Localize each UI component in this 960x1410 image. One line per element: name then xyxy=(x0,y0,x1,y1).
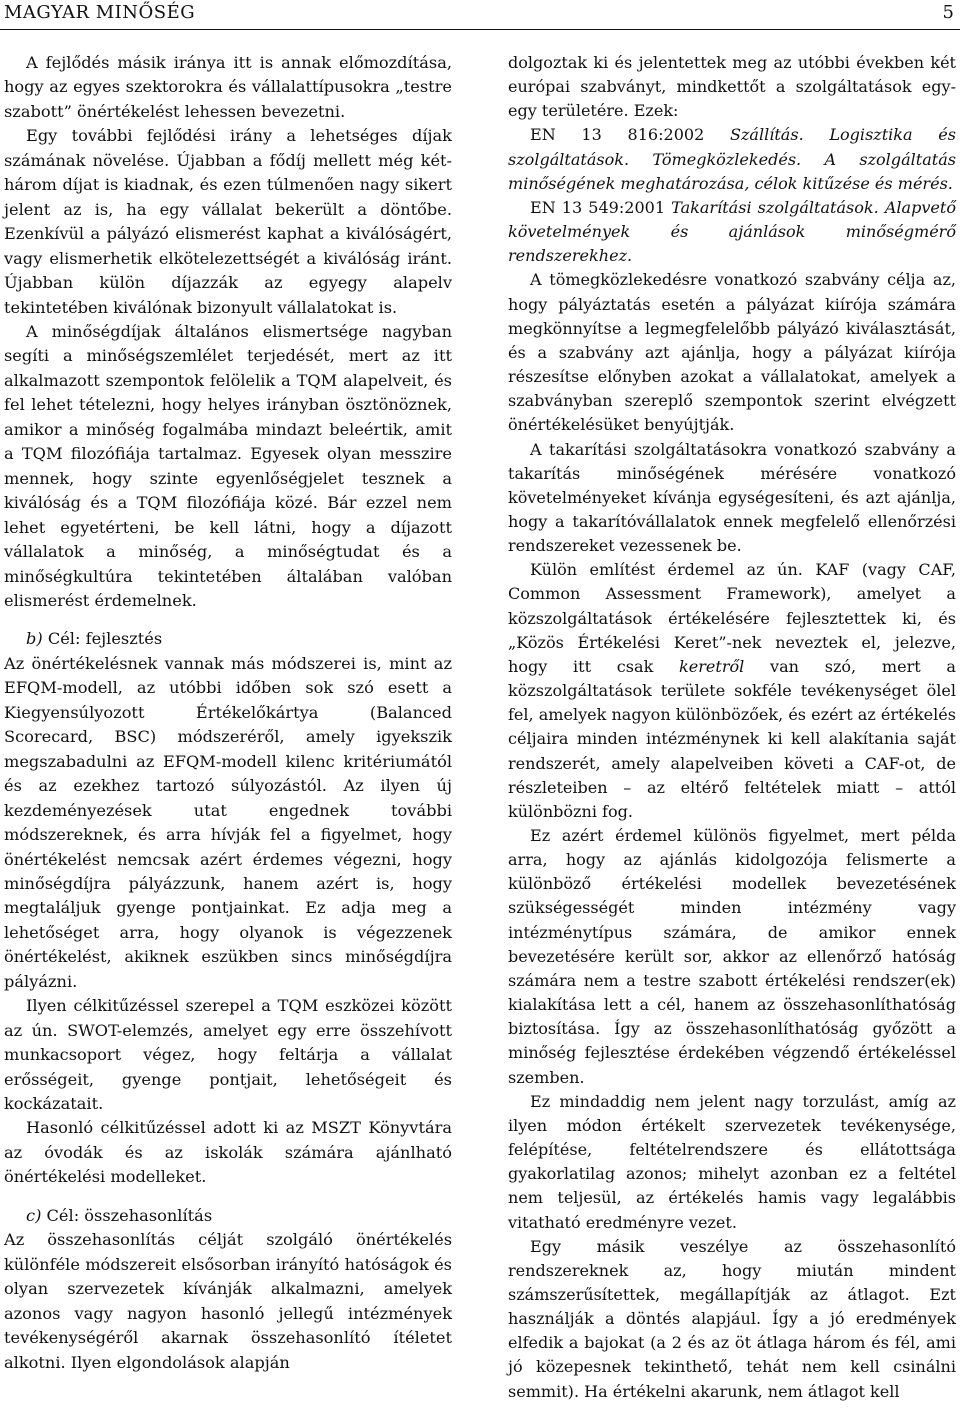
paragraph: Ez azért érdemel különös figyelmet, mert példa arra, hogy az ajánlás kidolgozója felismerte a különböző értékelési modellek bevezetésének szükségességét minden intézmény vagy intézménytípus számára, de amikor ennek bevezetésére került sor, akkor az ellenőrző hatóság számára nem a testre szabott értékelési rendszer(ek) kialakítása lett a cél, hanem az összehasonlíthatóság biztosítása. Így az összehasonlíthatóság győzött a minőség fejlesztése érdekében végzendő értékeléssel szemben. xyxy=(508,826,956,1087)
text-run: Külön említést érdemel az ún. KAF (vagy CAF, Common Assessment Framework), amelyet a közszolgáltatások értékelésére fejlesztettek ki, és „Közös Értékelési Keret”-nek neveztek el, jelezve, hogy itt csak xyxy=(508,560,956,676)
header-rule xyxy=(0,29,960,30)
paragraph: A fejlődés másik iránya itt is annak előmozdítása, hogy az egyes szektorokra és vállalattípusokra „testre szabott” önértékelést lehessen bevezetni. xyxy=(4,53,452,121)
paragraph: Az összehasonlítás célját szolgáló önértékelés különféle módszereit elsősorban irányító hatóságok és olyan szervezetek kívánják alkalmazni, amelyek azonos vagy nagyon hasonló jellegű intézmények tevékenységéről akarnak összehasonlító ítéletet alkotni. Ilyen elgondolások alapján xyxy=(4,1230,452,1372)
text-run: van szó, mert a közszolgáltatások területe sokféle tevékenységet ölel fel, amelyek nagyon különbözőek, és ezért az értékelés céljaira minden intézménynek ki kell alakítania saját rendszerét, amely alapelveiben követi a CAF-ot, de részleteiben – az eltérő feltételek miatt – attól különbözni fog. xyxy=(508,656,956,821)
section-label: c) xyxy=(26,1205,42,1225)
paragraph: A tömegközlekedésre vonatkozó szabvány célja az, hogy pályáztatás esetén a pályázat kiírója számára megkönnyítse a legmegfelelőbb pályázó kiválasztását, és a szabvány azt ajánlja, hogy a pályázat kiírója részesítse előnyben azokat a vállalatokat, amelyek a szabványban szereplő szempontok szerint elvégzett önértékelésüket benyújtják. xyxy=(508,270,956,435)
paragraph: Egy további fejlődési irány a lehetséges díjak számának növelése. Újabban a fődíj mellett még két-három díjat is kiadnak, és ezen túlmenően nagy sikert jelent az is, ha egy vállalat bekerült a döntőbe. Ezenkívül a pályázó elismerést kaphat a kiválóságért, vagy elismerhetik elkötelezettségét a kiválóság iránt. Újabban külön díjazzák az egyegy alapelv tekintetében kiválónak bizonyult vállalatokat is. xyxy=(4,126,452,317)
paragraph: Egy másik veszélye az összehasonlító rendszereknek az, hogy miután mindent számszerűsítettek, megállapítják az átlagot. Ezt használják a döntés alapjául. Így a jó eredmények elfedik a bajokat (a 2 és az öt átlaga három és fél, ami jó közepesnek tekinthető, tehát nem kell csinálni semmit). Ha értékelni akarunk, nem átlagot kell xyxy=(508,1236,956,1401)
emphasis: keretről xyxy=(679,656,745,676)
section-heading-text: Cél: összehasonlítás xyxy=(46,1205,213,1225)
standard-reference xyxy=(508,123,956,195)
standard-code: EN 13 549:2001 xyxy=(530,197,666,217)
page-number: 5 xyxy=(942,2,954,23)
paragraph: Ez mindaddig nem jelent nagy torzulást, amíg az ilyen módon értékelt szervezetek tevékenysége, felépítése, feltételrendszere és ellátottsága gyakorlatilag azonos; mihelyt azonban ez a feltétel nem teljesül, az értékelés hamis vagy legalábbis vitatható eredményre vezet. xyxy=(508,1091,956,1232)
paragraph: A minőségdíjak általános elismertsége nagyban segíti a minőségszemlélet terjedését, mert az itt alkalmazott szempontok felölelik a TQM alapelveit, és fel lehet tételezni, hogy helyes irányban ösztönöznek, amikor a minőség fogalmába mindazt beleértik, amit a TQM filozófiája tartalmaz. Egyesek olyan messzire mennek, hogy szinte egyenlőségjelet tesznek a kiválóság és a TQM filozófiája közé. Bár ezzel nem lehet egyetérteni, be kell látni, hogy a díjazott vállalatok a minőség, a minőségtudat és a minőségkultúra tekintetében általában valóban elismerést érdemelnek. xyxy=(4,321,452,610)
standard-title: Takarítási szolgáltatások. Alapvető követelmények és ajánlások minőségmérő rendszerekhez. xyxy=(508,197,956,266)
standard-code: EN 13 816:2002 xyxy=(530,125,705,145)
paragraph: Ilyen célkitűzéssel szerepel a TQM eszközei között az ún. SWOT-elemzés, amelyet egy erre összehívott munkacsoport végez, hogy feltárja a vállalat erősségeit, gyenge pontjait, lehetőségeit és kockázatait. xyxy=(4,996,452,1114)
standard-reference xyxy=(508,196,956,268)
left-column xyxy=(4,51,452,1375)
section-heading-text: Cél: fejlesztés xyxy=(47,629,163,649)
paragraph: A takarítási szolgáltatásokra vonatkozó szabvány a takarítás minőségének mérésére vonatkozó követelményeket kívánja egységesíteni, és azt ajánlja, hogy a takarítóvállalatok ennek megfelelő ellenőrzési rendszereket vezessenek be. xyxy=(508,439,956,556)
section-heading-b xyxy=(4,627,452,651)
journal-title: MAGYAR MINŐSÉG xyxy=(4,2,196,23)
section-label: b) xyxy=(26,629,43,649)
section-heading-c xyxy=(4,1204,452,1228)
right-column xyxy=(508,51,956,1404)
paragraph: Az önértékelésnek vannak más módszerei is, mint az EFQM-modell, az utóbbi időben sok szó esett a Kiegyensúlyozott Értékelőkártya (Balanced Scorecard, BSC) módszeréről, amely igyekszik megszabadulni az EFQM-modell kilenc kritériumától és az ezekhez tartozó súlyozástól. Az ilyen új kezdeményezések utat engednek további módszereknek, és arra hívják fel a figyelmet, hogy önértékelést nemcsak azért érdemes végezni, hogy minőségdíjra pályázzunk, hanem azért is, hogy megtaláljuk gyenge pontjainkat. Ez adja meg a lehetőséget arra, hogy olyanok is végezzenek önértékelést, akiknek eszükben sincs minőségdíjra pályázni. xyxy=(4,653,452,991)
page-header xyxy=(0,0,960,28)
paragraph xyxy=(508,558,956,824)
paragraph: dolgoztak ki és jelentettek meg az utóbbi években két európai szabványt, mindkettőt a szolgáltatások egy-egy területére. Ezek: xyxy=(508,53,956,121)
paragraph: Hasonló célkitűzéssel adott ki az MSZT Könyvtára az óvodák és az iskolák számára ajánlható önértékelési modelleket. xyxy=(4,1118,452,1187)
standard-title: Szállítás. Logisztika és szolgáltatások. Tömegközlekedés. A szolgáltatás minőségének meghatározása, célok kitűzése és mérés. xyxy=(508,125,956,193)
